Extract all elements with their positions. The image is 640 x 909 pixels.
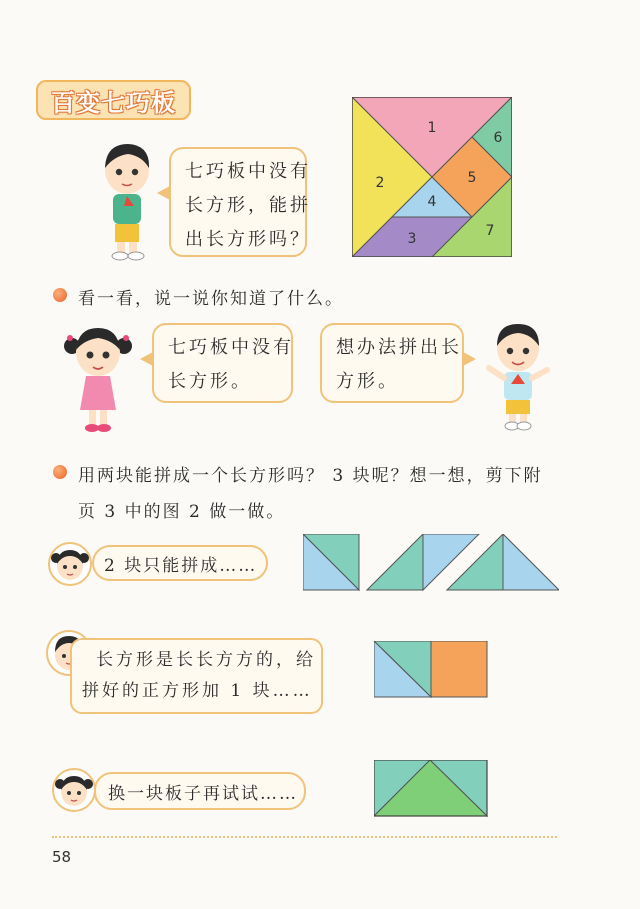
speech-bubble-girl	[152, 323, 293, 403]
hint-line: 拼好的正方形加 1 块……	[82, 681, 313, 701]
hint-add-one-piece	[70, 638, 323, 714]
page-number: 58	[52, 848, 72, 866]
square-plus-square-figure	[374, 641, 488, 699]
section-title: 百变七巧板	[51, 88, 176, 117]
girl-avatar	[48, 542, 92, 586]
tangram-figure	[352, 97, 512, 257]
hint-text: 换一块板子再试试……	[108, 783, 298, 804]
speech-bubble-boy	[320, 323, 464, 403]
section-title-badge	[36, 80, 191, 120]
tangram-label-3: 3	[407, 231, 417, 247]
tangram-label-1: 1	[427, 120, 437, 136]
footer-divider	[52, 836, 557, 838]
hint-text: 2 块只能拼成……	[104, 555, 258, 576]
tangram-label-5: 5	[467, 170, 477, 186]
tangram-label-4: 4	[427, 194, 437, 210]
bubble-line: 长方形，能拼	[185, 195, 311, 216]
tangram-label-2: 2	[375, 175, 385, 191]
hint-try-another-piece	[94, 772, 306, 810]
boy-scout-character-illustration	[483, 320, 553, 432]
tangram-label-7: 7	[485, 223, 495, 239]
hint-two-pieces	[92, 545, 268, 581]
bubble-line: 长方形。	[168, 371, 252, 392]
instruction-two-pieces-line2: 页 3 中的图 2 做一做。	[78, 502, 286, 522]
bubble-line: 七巧板中没有	[168, 337, 294, 358]
bubble-line: 出长方形吗？	[185, 229, 311, 250]
speech-bubble-question	[169, 147, 311, 257]
two-piece-shapes-figure	[303, 534, 559, 592]
bubble-tail	[140, 352, 153, 366]
bubble-tail	[157, 186, 170, 200]
instruction-two-pieces-line1: 用两块能拼成一个长方形吗？ 3 块呢？想一想，剪下附	[78, 466, 543, 486]
instruction-look-and-say: 看一看，说一说你知道了什么。	[78, 289, 344, 309]
bullet-dot	[53, 288, 67, 302]
hint-line: 长方形是长长方方的，给	[96, 650, 316, 670]
tangram-label-6: 6	[493, 130, 503, 146]
rectangle-three-triangles-figure	[374, 760, 488, 818]
bubble-tail	[463, 352, 476, 366]
girl-character-illustration	[62, 322, 134, 438]
two-triangles-square	[303, 534, 359, 590]
girl-avatar	[52, 768, 96, 812]
bubble-line: 方形。	[336, 371, 399, 392]
boy-character-illustration	[98, 140, 156, 262]
bubble-line: 七巧板中没有	[185, 161, 311, 182]
bubble-line: 想办法拼出长	[336, 337, 462, 358]
bullet-dot	[53, 465, 67, 479]
